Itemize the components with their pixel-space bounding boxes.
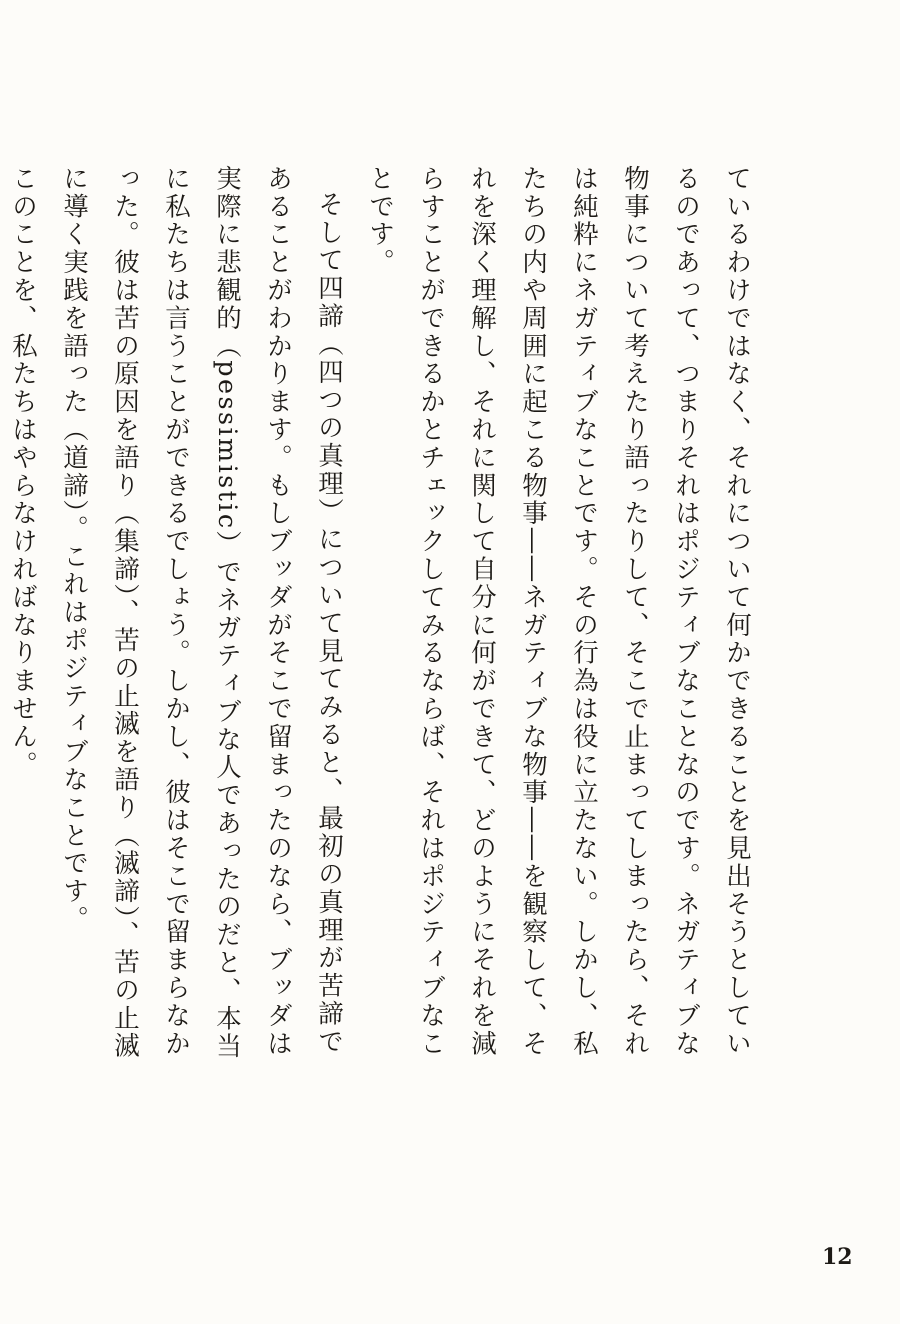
paragraph-3: このことを、私たちはやらなければなりません。 bbox=[8, 165, 38, 779]
paragraph-1: ているわけではなく、それについて何かできることを見出そうとしているのであって、つまりそれはポジティブなことなのです。ネガティブな物事について考えたり語ったりして、そこで止まってしまったら、それは純粋にネガティブなことです。その行為は役に立たない。しかし、私たちの内や周囲に起こる物事――ネガティブな物事――を観察して、それを深く理解し、それに関して自分に何ができて、どのようにそれを減らすことができるかとチェックしてみるならば、それはポジティブなことです。 bbox=[365, 165, 752, 1058]
page-number: 12 bbox=[822, 1244, 853, 1270]
paragraph-2: そして四諦（四つの真理）について見てみると、最初の真理が苦諦であることがわかります。もしブッダがそこで留まったのなら、ブッダは実際に悲観的（pessimistic）でネガティブな人であったのだと、本当に私たちは言うことができるでしょう。しかし、彼はそこで留まらなかった。彼は苦の原因を語り（集諦）、苦の止滅を語り（滅諦）、苦の止滅に導く実践を語った（道諦）。これはポジティブなことです。 bbox=[59, 165, 344, 1061]
body-text bbox=[8, 165, 762, 1070]
